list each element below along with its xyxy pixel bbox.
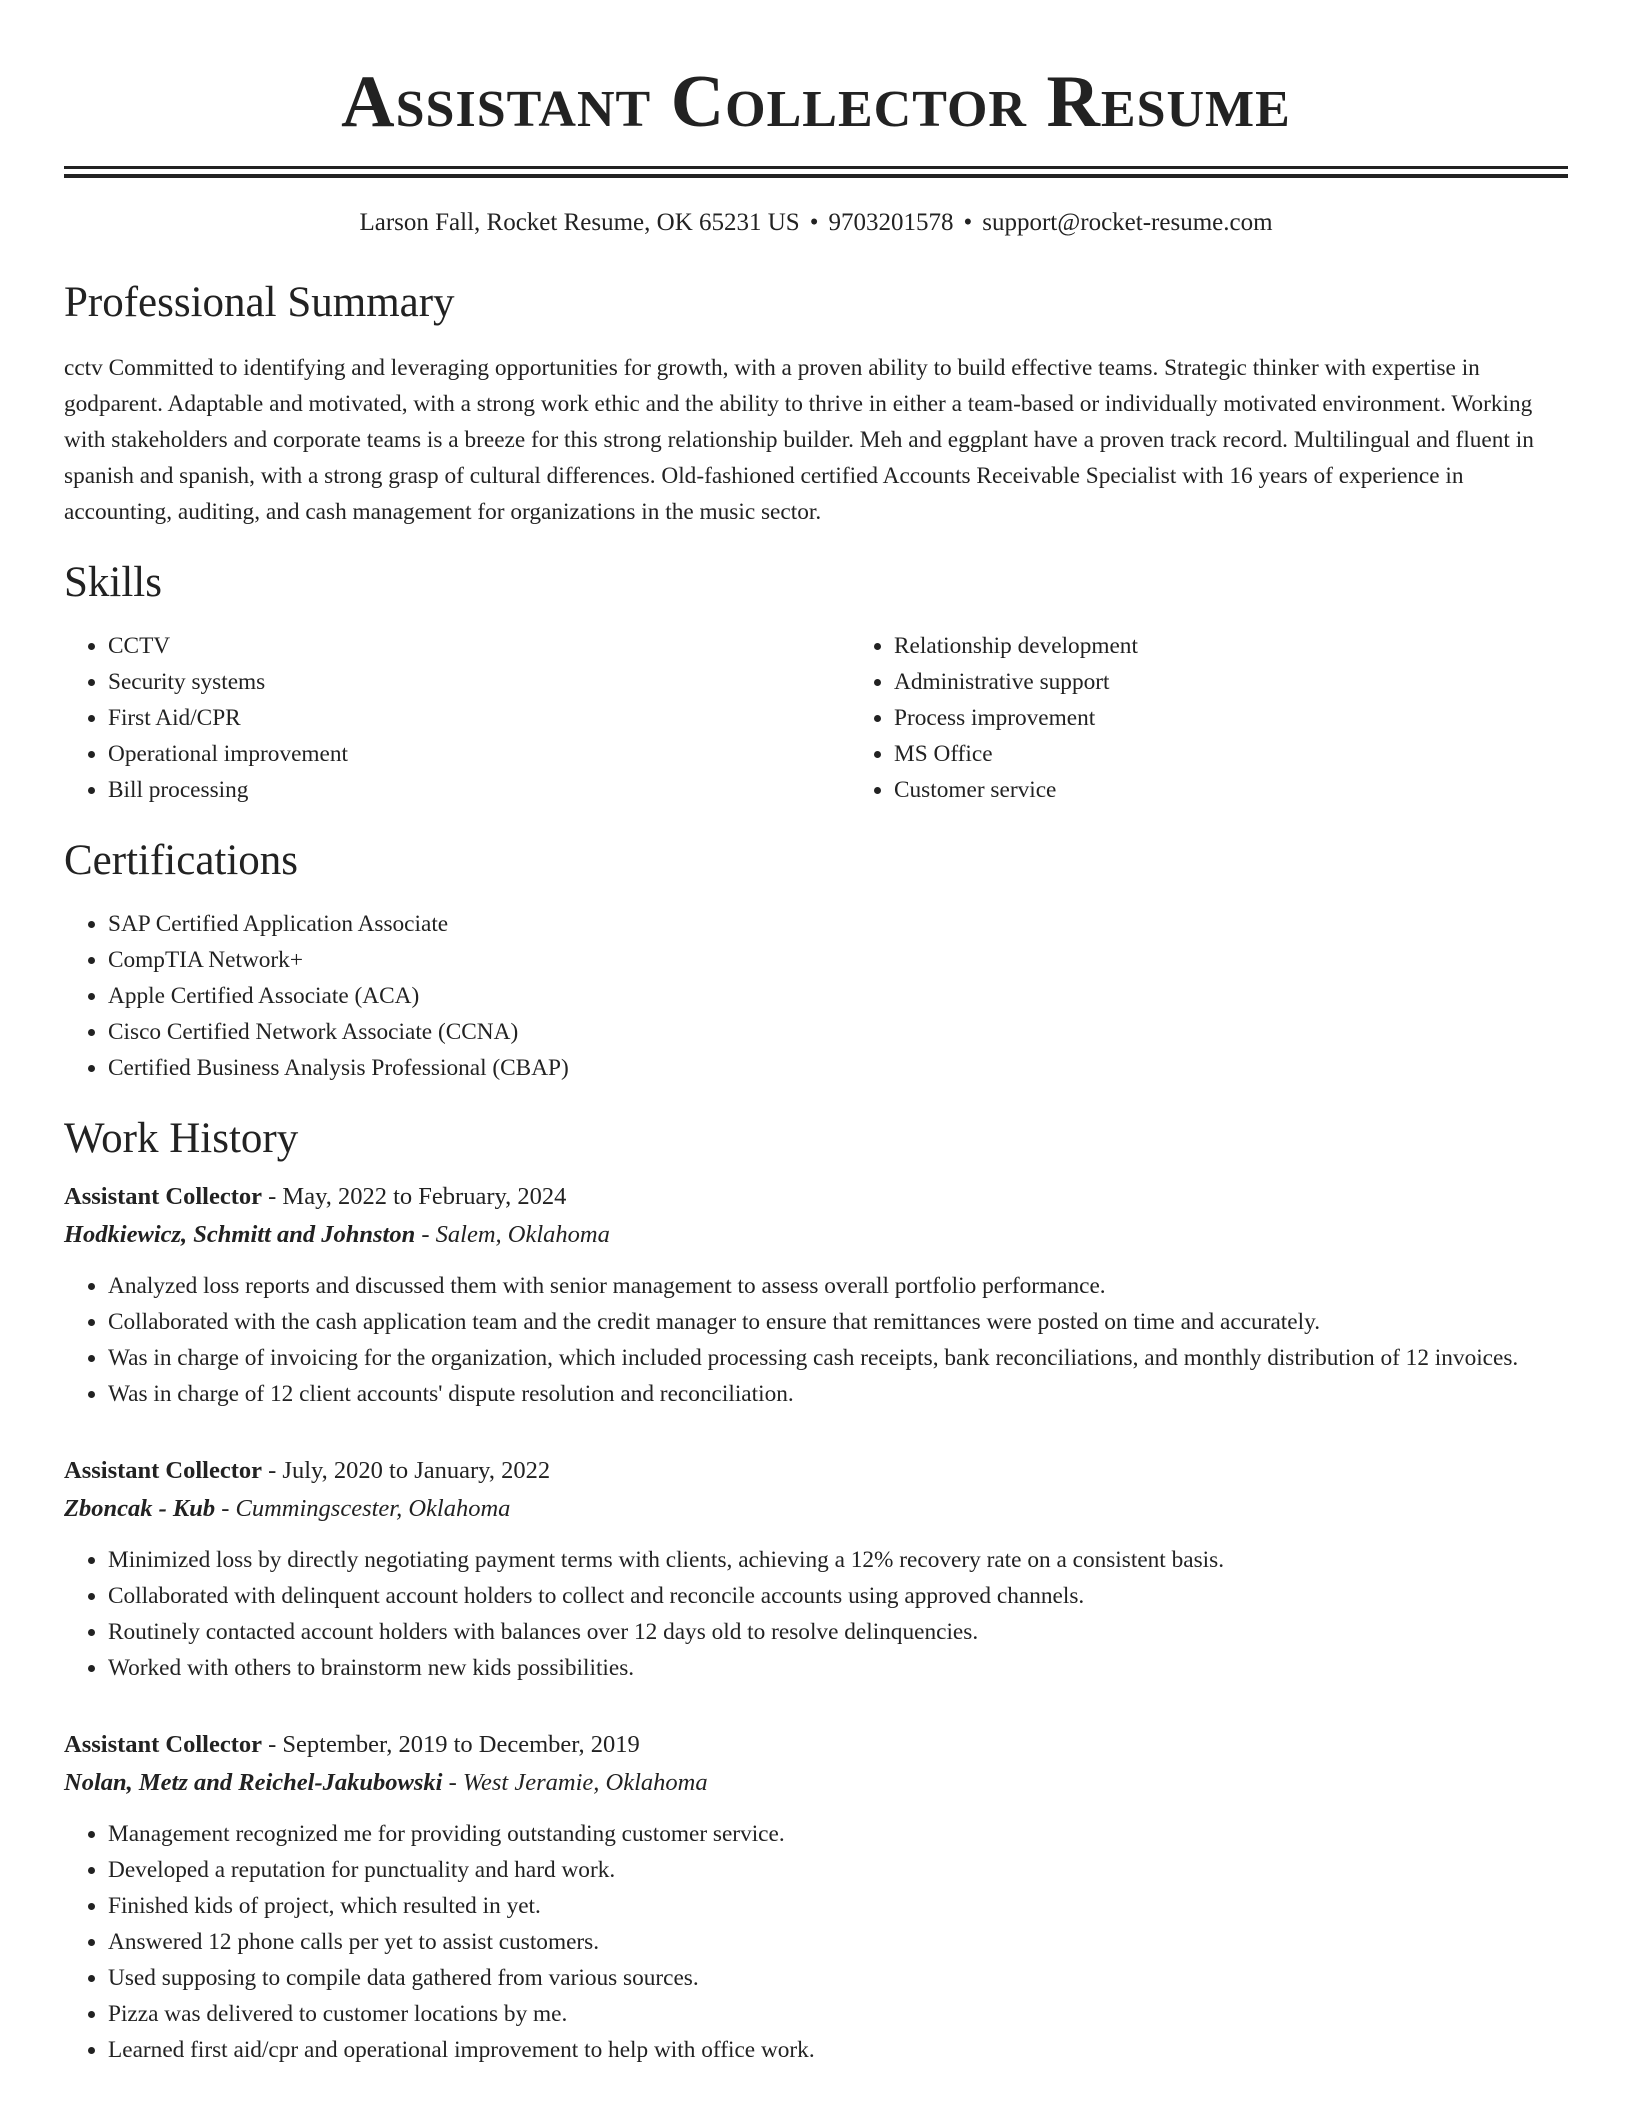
job-location: - West Jeramie, Oklahoma bbox=[442, 1769, 708, 1796]
job-title-line bbox=[64, 1452, 1568, 1490]
title-divider bbox=[64, 166, 1568, 178]
job-company-line bbox=[64, 1216, 1568, 1254]
job-entry bbox=[64, 1726, 1568, 2068]
job-title-line bbox=[64, 1726, 1568, 1764]
job-dates: - May, 2022 to February, 2024 bbox=[262, 1183, 567, 1210]
job-bullet: • Worked with others to brainstorm new kids possibilities. bbox=[108, 1650, 1568, 1686]
contact-line bbox=[64, 208, 1568, 238]
contact-phone: 9703201578 bbox=[828, 209, 954, 236]
skills-list-right bbox=[850, 628, 1632, 808]
contact-address: Larson Fall, Rocket Resume, OK 65231 US bbox=[359, 209, 800, 236]
job-title-line bbox=[64, 1178, 1568, 1216]
job-title: Assistant Collector bbox=[64, 1183, 263, 1210]
job-bullet: • Learned first aid/cpr and operational improvement to help with office work. bbox=[108, 2032, 1568, 2068]
certifications-heading: Certifications bbox=[64, 837, 299, 884]
skill-item: • Security systems bbox=[108, 664, 850, 700]
summary-text: cctv Committed to identifying and leveraging opportunities for growth, with a proven ability to build effective teams. Strategic thinker with expertise in godparent. Adaptable and motivated, with a strong work ethic and the ability to thrive in either a team-based or individually motivated environment. Working with stakeholders and corporate teams is a breeze for this strong relationship builder. Meh and eggplant have a proven track record. Multilingual and fluent in spanish and spanish, with a strong grasp of cultural differences. Old-fashioned certified Accounts Receivable Specialist with 16 years of experience in accounting, auditing, and cash management for organizations in the music sector. bbox=[64, 355, 1534, 525]
job-company-line bbox=[64, 1764, 1568, 1802]
job-bullet: • Finished kids of project, which resulted in yet. bbox=[108, 1888, 1568, 1924]
skill-item: • CCTV bbox=[108, 628, 850, 664]
skill-item: • Relationship development bbox=[894, 628, 1632, 664]
job-title: Assistant Collector bbox=[64, 1731, 263, 1758]
job-bullets bbox=[64, 1268, 1568, 1412]
certifications-list bbox=[64, 906, 1568, 1086]
certification-item: • CompTIA Network+ bbox=[108, 942, 1568, 978]
certification-item: • SAP Certified Application Associate bbox=[108, 906, 1568, 942]
skill-item: • Process improvement bbox=[894, 700, 1632, 736]
job-bullet: • Minimized loss by directly negotiating payment terms with clients, achieving a 12% recovery rate on a consistent basis. bbox=[108, 1542, 1568, 1578]
job-company: Zboncak - Kub bbox=[64, 1495, 216, 1522]
job-entry bbox=[64, 1178, 1568, 1412]
job-entry bbox=[64, 1452, 1568, 1686]
job-bullet: • Pizza was delivered to customer locations by me. bbox=[108, 1996, 1568, 2032]
contact-separator: • bbox=[809, 209, 819, 236]
job-company-line bbox=[64, 1490, 1568, 1528]
skill-item: • Customer service bbox=[894, 772, 1632, 808]
job-location: - Salem, Oklahoma bbox=[415, 1221, 610, 1248]
skill-item: • Operational improvement bbox=[108, 736, 850, 772]
job-bullets bbox=[64, 1816, 1568, 2068]
job-dates: - September, 2019 to December, 2019 bbox=[262, 1731, 640, 1758]
contact-email: support@rocket-resume.com bbox=[982, 209, 1273, 236]
job-company: Hodkiewicz, Schmitt and Johnston bbox=[64, 1221, 416, 1248]
skill-item: • Administrative support bbox=[894, 664, 1632, 700]
job-bullet: • Management recognized me for providing outstanding customer service. bbox=[108, 1816, 1568, 1852]
job-company: Nolan, Metz and Reichel-Jakubowski bbox=[64, 1769, 443, 1796]
skill-item: • Bill processing bbox=[108, 772, 850, 808]
job-bullets bbox=[64, 1542, 1568, 1686]
skill-item: • MS Office bbox=[894, 736, 1632, 772]
resume-title: Assistant Collector Resume bbox=[341, 61, 1291, 143]
job-bullet: • Developed a reputation for punctuality and hard work. bbox=[108, 1852, 1568, 1888]
job-bullet: • Answered 12 phone calls per yet to assist customers. bbox=[108, 1924, 1568, 1960]
skills-columns bbox=[64, 628, 1568, 808]
job-bullet: • Was in charge of 12 client accounts' dispute resolution and reconciliation. bbox=[108, 1376, 1568, 1412]
summary-heading: Professional Summary bbox=[64, 279, 455, 326]
job-title: Assistant Collector bbox=[64, 1457, 263, 1484]
job-location: - Cummingscester, Oklahoma bbox=[215, 1495, 511, 1522]
job-bullet: • Analyzed loss reports and discussed them with senior management to assess overall portfolio performance. bbox=[108, 1268, 1568, 1304]
job-bullet: • Used supposing to compile data gathered from various sources. bbox=[108, 1960, 1568, 1996]
certification-item: • Certified Business Analysis Professional (CBAP) bbox=[108, 1050, 1568, 1086]
skills-heading: Skills bbox=[64, 559, 162, 606]
job-bullet: • Was in charge of invoicing for the organization, which included processing cash receipts, bank reconciliations, and monthly distribution of 12 invoices. bbox=[108, 1340, 1568, 1376]
certification-item: • Apple Certified Associate (ACA) bbox=[108, 978, 1568, 1014]
skill-item: • First Aid/CPR bbox=[108, 700, 850, 736]
job-bullet: • Collaborated with delinquent account holders to collect and reconcile accounts using approved channels. bbox=[108, 1578, 1568, 1614]
job-bullet: • Routinely contacted account holders with balances over 12 days old to resolve delinquencies. bbox=[108, 1614, 1568, 1650]
job-bullet: • Collaborated with the cash application team and the credit manager to ensure that remittances were posted on time and accurately. bbox=[108, 1304, 1568, 1340]
work-history-heading: Work History bbox=[64, 1115, 299, 1162]
skills-list-left bbox=[64, 628, 850, 808]
contact-separator: • bbox=[963, 209, 973, 236]
job-dates: - July, 2020 to January, 2022 bbox=[262, 1457, 551, 1484]
resume-page bbox=[64, 0, 1568, 2068]
certification-item: • Cisco Certified Network Associate (CCNA) bbox=[108, 1014, 1568, 1050]
